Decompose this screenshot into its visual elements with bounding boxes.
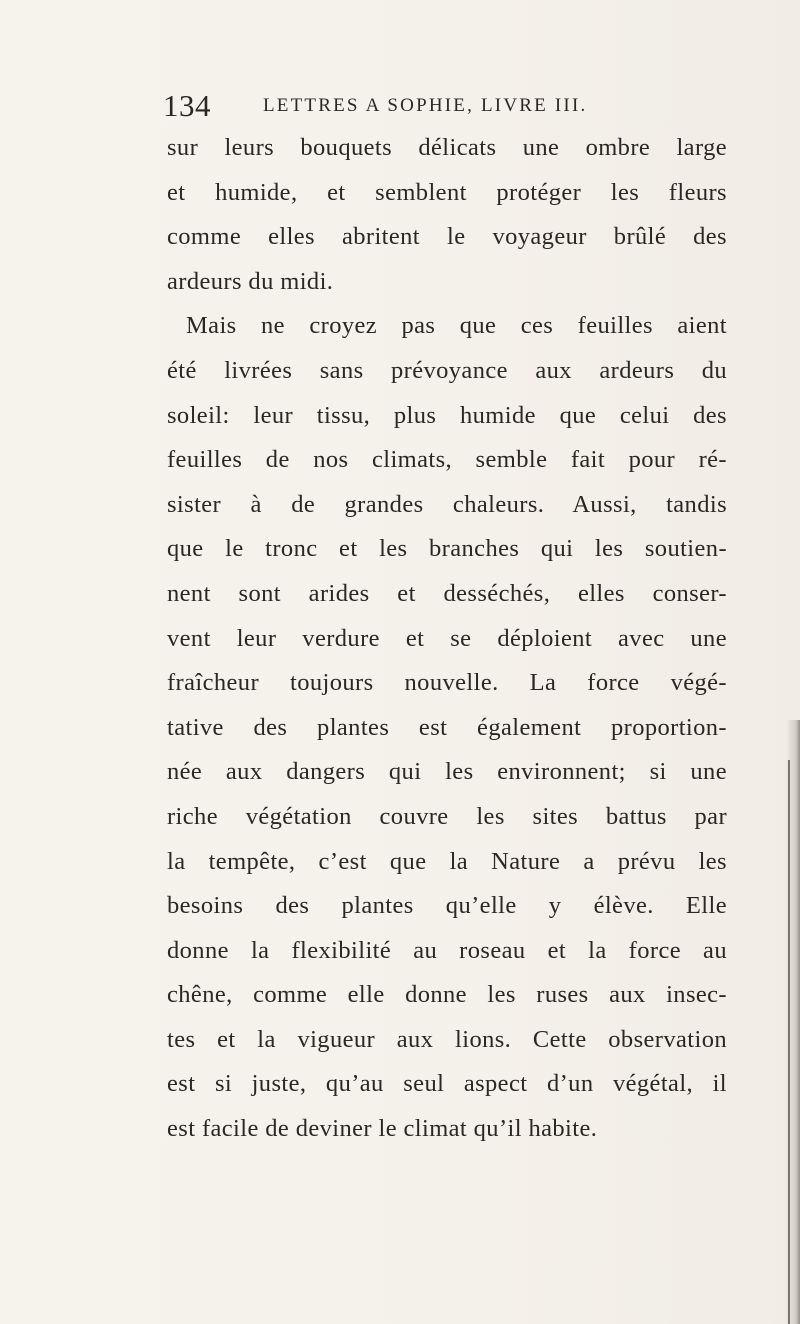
page-number: 134 [163, 88, 211, 123]
paragraph-first-line: Mais ne croyez pas que ces feuilles aient [186, 312, 727, 340]
text-line: donne la flexibilité au roseau et la force au [167, 936, 727, 964]
text-line: ardeurs du midi. [167, 267, 334, 295]
text-line: feuilles de nos climats, semble fait pour ré- [167, 446, 727, 474]
text-line: est si juste, qu’au seul aspect d’un végétal, il [167, 1070, 727, 1098]
text-line: tes et la vigueur aux lions. Cette observation [167, 1025, 727, 1053]
text-line: vent leur verdure et se déploient avec une [167, 624, 727, 652]
text-line: riche végétation couvre les sites battus par [167, 802, 727, 830]
text-line: sur leurs bouquets délicats une ombre large [167, 134, 727, 161]
running-head: LETTRES A SOPHIE, LIVRE III. [263, 95, 588, 116]
text-line: tative des plantes est également proportion- [167, 713, 727, 741]
text-line: sister à de grandes chaleurs. Aussi, tandis [167, 490, 727, 518]
text-line: fraîcheur toujours nouvelle. La force végé- [167, 669, 727, 697]
text-line: soleil: leur tissu, plus humide que celui des [167, 401, 727, 429]
text-line: comme elles abritent le voyageur brûlé des [167, 223, 727, 251]
text-line: née aux dangers qui les environnent; si une [167, 758, 727, 786]
text-line: et humide, et semblent protéger les fleurs [167, 178, 727, 206]
page-header [163, 86, 723, 126]
text-line: chêne, comme elle donne les ruses aux insec- [167, 981, 727, 1009]
text-line: la tempête, c’est que la Nature a prévu les [167, 847, 727, 875]
page-edge-line [788, 760, 790, 1324]
text-line: nent sont arides et desséchés, elles conser- [167, 579, 727, 607]
text-line: est facile de deviner le climat qu’il habite. [167, 1115, 598, 1143]
body-text [167, 126, 727, 1152]
text-line: que le tronc et les branches qui les soutien- [167, 535, 727, 563]
text-line: besoins des plantes qu’elle y élève. Elle [167, 892, 727, 920]
text-line: été livrées sans prévoyance aux ardeurs du [167, 356, 727, 384]
